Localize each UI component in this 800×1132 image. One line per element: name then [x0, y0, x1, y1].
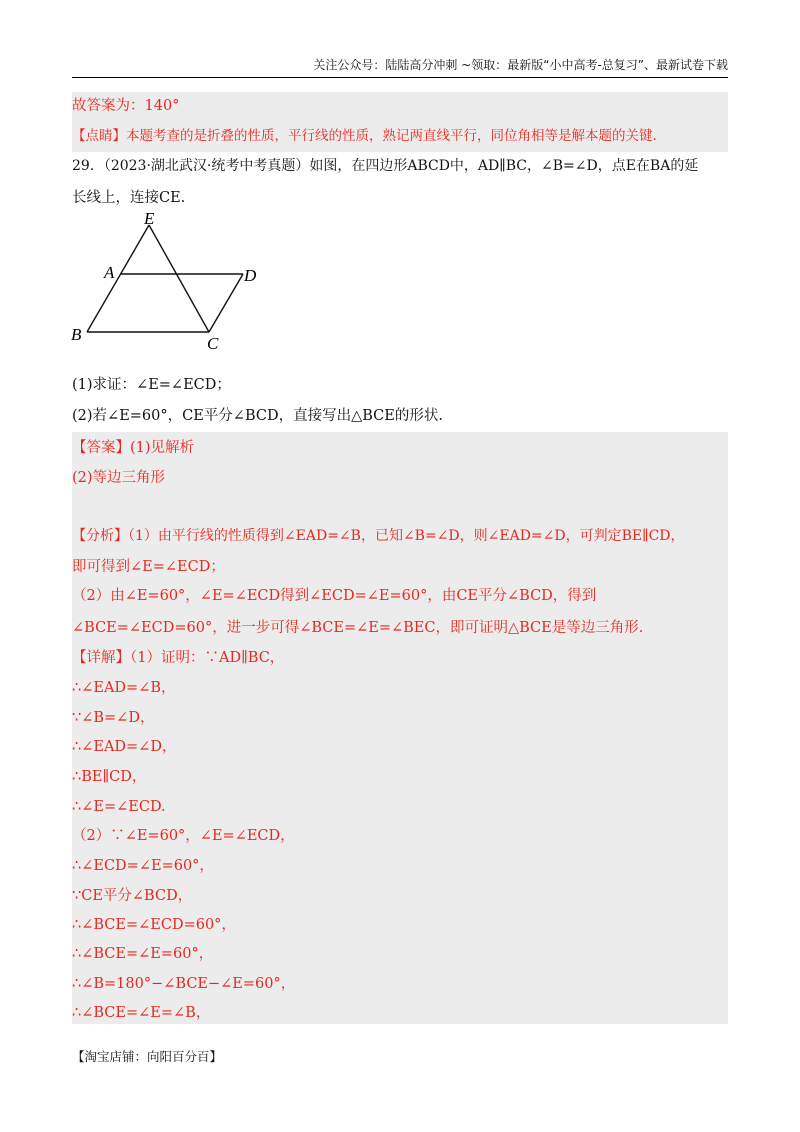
label-a: A: [104, 263, 115, 282]
analysis-line-2: 即可得到∠E=∠ECD；: [72, 559, 225, 575]
detail-line: ∴∠BCE=∠E=∠B，: [72, 1005, 211, 1021]
segment-cd: [209, 274, 243, 332]
segment-ec: [149, 225, 209, 332]
detail-line: 【详解】（1）证明：∵AD∥BC，: [72, 650, 285, 666]
question-part-2: (2)若∠E=60°，CE平分∠BCD，直接写出△BCE的形状.: [72, 408, 443, 424]
header-text: 关注公众号：陆陆高分冲刺 ~领取：最新版“小中高考-总复习”、最新试卷下载: [313, 58, 728, 72]
question-line-2: 长线上，连接CE.: [72, 190, 186, 206]
detail-line: ∴∠EAD=∠D，: [72, 739, 177, 755]
detail-line: ∴∠EAD=∠B，: [72, 680, 176, 696]
label-e: E: [144, 210, 155, 228]
prev-comment-line: 【点睛】本题考查的是折叠的性质，平行线的性质，熟记两直线平行，同位角相等是解本题的关键.: [72, 128, 657, 144]
detail-line: ∴∠ECD=∠E=60°，: [72, 858, 214, 874]
detail-line: ∴∠BCE=∠E=60°，: [72, 946, 214, 962]
detail-line: ∴BE∥CD，: [72, 769, 147, 785]
analysis-line-3: （2）由∠E=60°，∠E=∠ECD得到∠ECD=∠E=60°，由CE平分∠BCD，得到: [72, 588, 597, 604]
answer-line-2: (2)等边三角形: [72, 470, 166, 486]
question-line-1: 29．（2023·湖北武汉·统考中考真题）如图，在四边形ABCD中，AD∥BC，∠B=∠D，点E在BA的延: [72, 158, 699, 174]
solution-block: [72, 432, 728, 1024]
geometry-figure: [66, 210, 276, 355]
question-part-1: (1)求证：∠E=∠ECD；: [72, 377, 231, 393]
label-b: B: [71, 325, 82, 344]
detail-line: （2）∵∠E=60°，∠E=∠ECD，: [72, 828, 295, 844]
segment-eb: [87, 225, 149, 332]
detail-line: ∵CE平分∠BCD，: [72, 888, 193, 904]
prev-answer-line: 故答案为：140°: [72, 98, 180, 114]
page-header: [72, 56, 728, 78]
answer-line-1: 【答案】(1)见解析: [72, 440, 195, 456]
detail-line: ∴∠BCE=∠ECD=60°，: [72, 917, 236, 933]
detail-line: ∵∠B=∠D，: [72, 710, 155, 726]
label-c: C: [207, 334, 219, 353]
label-d: D: [244, 266, 257, 285]
analysis-line-4: ∠BCE=∠ECD=60°，进一步可得∠BCE=∠E=∠BEC，即可证明△BCE是等边三角形.: [72, 620, 644, 636]
page-footer: 【淘宝店铺：向阳百分百】: [72, 1049, 223, 1064]
detail-line: ∴∠E=∠ECD.: [72, 799, 166, 815]
analysis-line-1: 【分析】（1）由平行线的性质得到∠EAD=∠B，已知∠B=∠D，则∠EAD=∠D，可判定BE∥CD，: [72, 528, 685, 544]
detail-line: ∴∠B=180°−∠BCE−∠E=60°，: [72, 976, 296, 992]
